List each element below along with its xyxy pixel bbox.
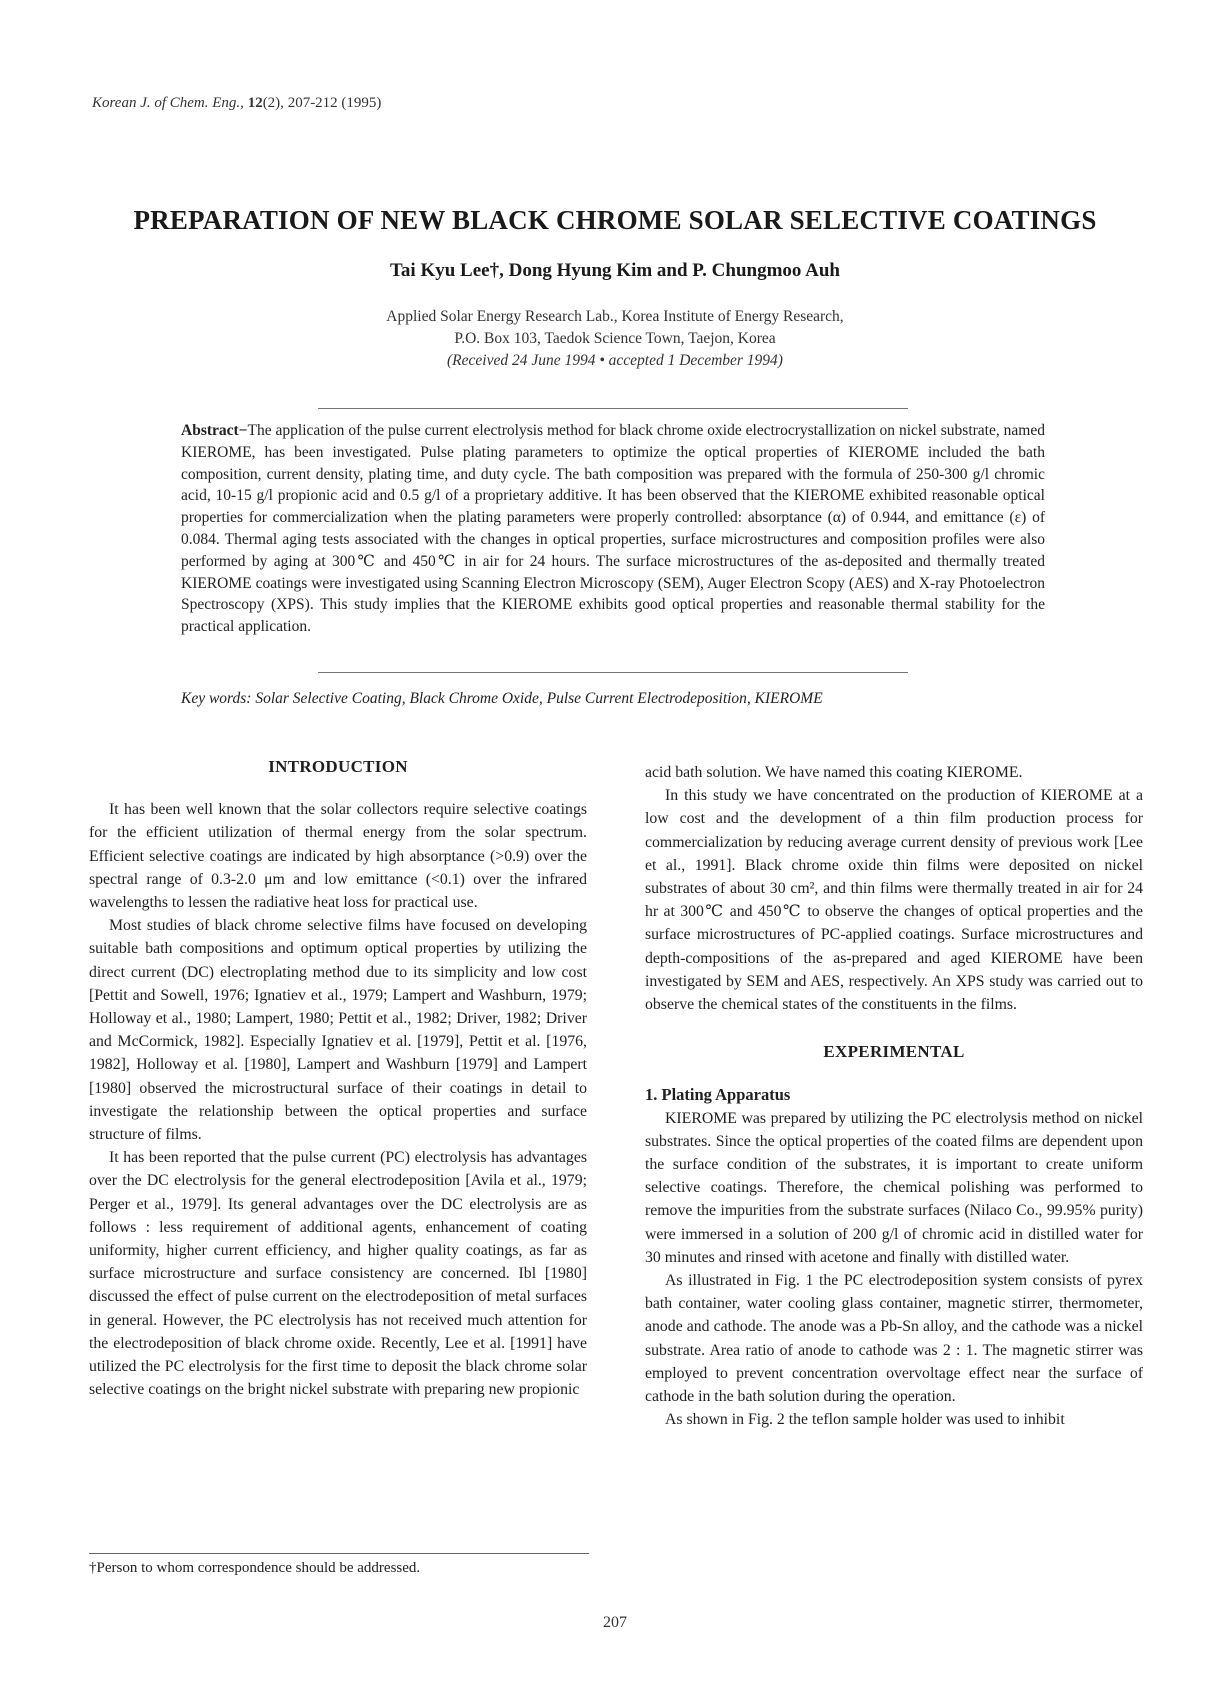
introduction-heading: INTRODUCTION — [268, 757, 408, 776]
experimental-paragraph-3: As shown in Fig. 2 the teflon sample holder was used to inhibit — [665, 1411, 1065, 1429]
affiliation-line-1: Applied Solar Energy Research Lab., Korea Institute of Energy Research, — [386, 308, 844, 325]
intro-paragraph-2: Most studies of black chrome selective films have focused on developing suitable bath compositions and optimum optical properties by utilizing the direct current (DC) electroplating method due to its simplicity and low cost [Pettit and Sowell, 1976; Ignatiev et al., 1979; Lampert and Washburn, 1979; Holloway et al., 1980; Lampert, 1980; Pettit et al., 1982; Driver, 1982; Driver and McCormick, 1982]. Especially Ignatiev et al. [1979], Pettit et al. [1976, 1982], Holloway et al. [1980], Lampert and Washburn [1979] and Lampert [1980] observed the microstructural surface of their coatings in detail to investigate the relationship between the optical properties and surface structure of films. — [89, 917, 587, 1144]
paper-title: PREPARATION OF NEW BLACK CHROME SOLAR SELECTIVE COATINGS — [133, 205, 1097, 235]
abstract-bottom-rule — [318, 672, 908, 673]
plating-apparatus-heading: 1. Plating Apparatus — [645, 1085, 791, 1105]
left-column — [89, 755, 587, 1401]
journal-reference — [92, 95, 381, 112]
experimental-paragraph-2: As illustrated in Fig. 1 the PC electrodeposition system consists of pyrex bath container, water cooling glass container, magnetic stirrer, thermometer, anode and cathode. The anode was a Pb-Sn alloy, and the cathode was a nickel substrate. Area ratio of anode to cathode was 2 : 1. The magnetic stirrer was employed to prevent concentration overvoltage effect near the surface of cathode in the bath solution during the operation. — [645, 1272, 1143, 1406]
page-number: 207 — [603, 1614, 627, 1631]
right-column — [645, 761, 1143, 1431]
journal-volume: 12 — [247, 95, 263, 111]
journal-name: Korean J. of Chem. Eng., — [92, 95, 244, 111]
received-dates: (Received 24 June 1994 • accepted 1 December 1994) — [447, 352, 783, 369]
experimental-paragraph-1: KIEROME was prepared by utilizing the PC electrolysis method on nickel substrates. Since the optical properties of the coated films are dependent upon the surface condition of the substrates, it is important to create uniform selective coatings. Therefore, the chemical polishing was performed to remove the impurities from the substrate surfaces (Nilaco Co., 99.95% purity) were immersed in a solution of 200 g/l of chromic acid in distilled water for 30 minutes and rinsed with acetone and finally with distilled water. — [645, 1109, 1143, 1266]
intro-paragraph-3-continued: acid bath solution. We have named this coating KIEROME. — [645, 764, 1023, 781]
correspondence-footnote: †Person to whom correspondence should be addressed. — [89, 1560, 421, 1576]
abstract — [181, 420, 1045, 638]
journal-pages-year: 207-212 (1995) — [287, 95, 382, 111]
affiliation-line-2: P.O. Box 103, Taedok Science Town, Taejon, Korea — [454, 330, 776, 347]
intro-paragraph-3: It has been reported that the pulse current (PC) electrolysis has advantages over the DC electrolysis for the general electrodeposition [Avila et al., 1979; Perger et al., 1979]. Its general advantages over the DC electrolysis are as follows : less requirement of additional agents, enhancement of coating uniformity, higher current efficiency, and higher quality coatings, as far as surface microstructure and surface consistency are concerned. Ibl [1980] discussed the effect of pulse current on the electrodeposition of metal surfaces in general. However, the PC electrolysis has not received much attention for the electrodeposition of black chrome oxide. Recently, Lee et al. [1991] have utilized the PC electrolysis for the first time to deposit the black chrome solar selective coatings on the bright nickel substrate with preparing new propionic — [89, 1149, 587, 1399]
intro-paragraph-1: It has been well known that the solar collectors require selective coatings for the efficient utilization of thermal energy from the solar spectrum. Efficient selective coatings are indicated by high absorptance (>0.9) over the spectral range of 0.3-2.0 μm and low emittance (<0.1) over the infrared wavelengths to lessen the radiative heat loss for practical use. — [89, 801, 587, 912]
experimental-heading: EXPERIMENTAL — [823, 1042, 965, 1062]
footnote-rule — [89, 1553, 589, 1554]
abstract-text: The application of the pulse current electrolysis method for black chrome oxide electrocrystallization on nickel substrate, named KIEROME, has been investigated. Pulse plating parameters to optimize the optical properties of KIEROME included the bath composition, current density, plating time, and duty cycle. The bath composition was prepared with the formula of 250-300 g/l chromic acid, 10-15 g/l propionic acid and 0.5 g/l of a proprietary additive. It has been observed that the KIEROME exhibited reasonable optical properties for commercialization when the plating parameters were properly controlled: absorptance (α) of 0.944, and emittance (ε) of 0.084. Thermal aging tests associated with the changes in optical properties, surface microstructures and composition profiles were also performed by aging at 300℃ and 450℃ in air for 24 hours. The surface microstructures of the as-deposited and thermally treated KIEROME coatings were investigated using Scanning Electron Microscopy (SEM), Auger Electron Scopy (AES) and X-ray Photoelectron Spectroscopy (XPS). This study implies that the KIEROME exhibits good optical properties and reasonable thermal stability for the practical application. — [181, 422, 1045, 636]
keywords: Key words: Solar Selective Coating, Black Chrome Oxide, Pulse Current Electrodeposition, KIEROME — [181, 690, 823, 707]
affiliation — [60, 306, 1170, 372]
abstract-label: Abstract− — [181, 422, 248, 439]
author-list: Tai Kyu Lee†, Dong Hyung Kim and P. Chungmoo Auh — [390, 260, 840, 281]
journal-issue: (2), — [262, 95, 284, 111]
intro-paragraph-4: In this study we have concentrated on the production of KIEROME at a low cost and the development of a thin film production process for commercialization by reducing average current density of previous work [Lee et al., 1991]. Black chrome oxide thin films were deposited on nickel substrates of about 30 cm², and thin films were thermally treated in air for 24 hr at 300℃ and 450℃ to observe the changes of optical properties and the surface microstructures of PC-applied coatings. Surface microstructures and depth-compositions of the as-prepared and aged KIEROME have been investigated by SEM and AES, respectively. An XPS study was carried out to observe the chemical states of the constituents in the films. — [645, 787, 1143, 1014]
abstract-top-rule — [318, 408, 908, 409]
